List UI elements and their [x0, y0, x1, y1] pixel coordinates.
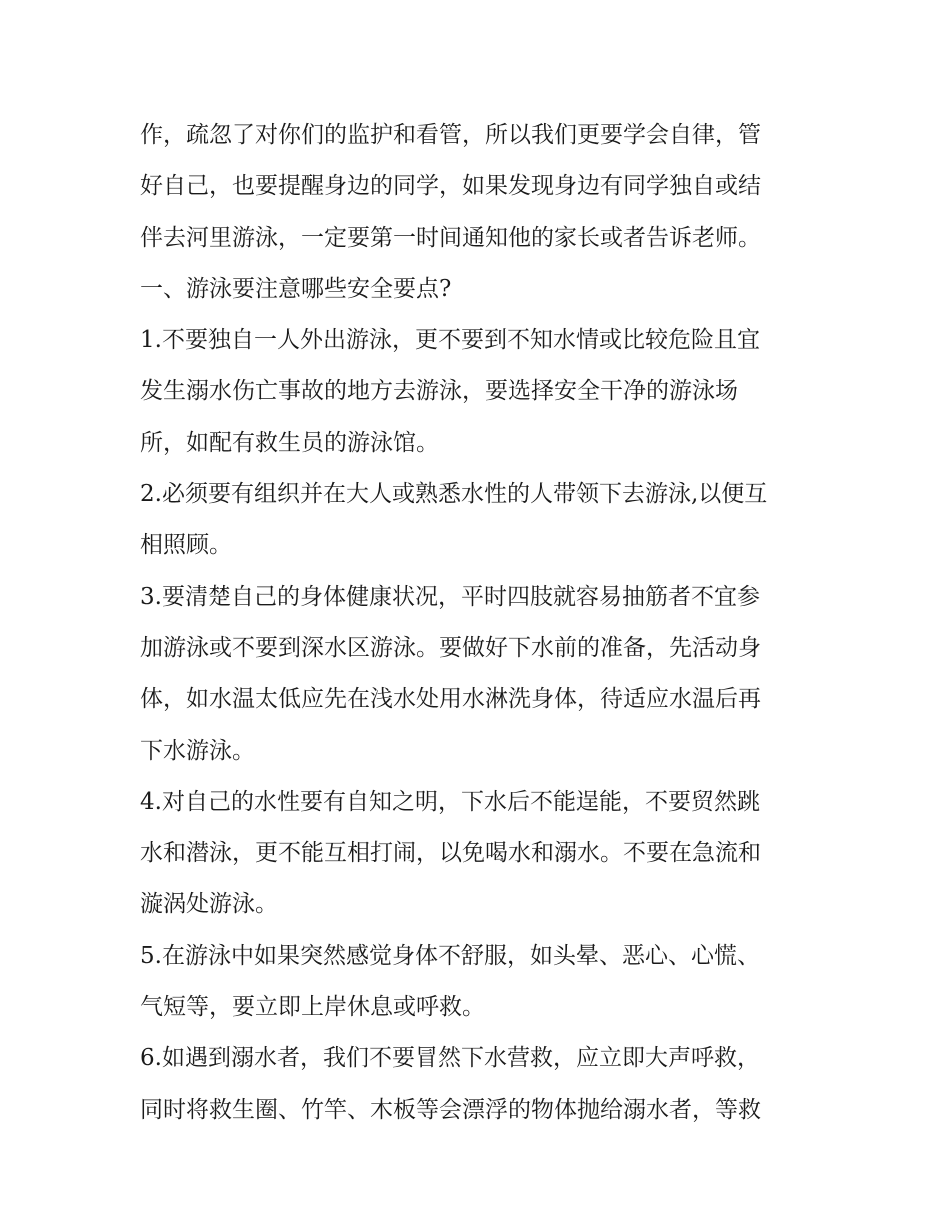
text-line: 漩涡处游泳。	[140, 891, 278, 918]
heading-line: 一、游泳要注意哪些安全要点?	[140, 275, 452, 302]
text-line: 3.要清楚自己的身体健康状况，平时四肢就容易抽筋者不宜参	[140, 583, 760, 610]
text-line: 发生溺水伤亡事故的地方去游泳，要选择安全干净的游泳场	[140, 378, 738, 405]
list-item-3	[140, 572, 820, 777]
text-line: 4.对自己的水性要有自知之明，下水后不能逞能，不要贸然跳	[140, 788, 760, 815]
list-item-4	[140, 777, 820, 931]
list-item-2	[140, 469, 820, 572]
list-item-1	[140, 315, 820, 469]
text-line: 下水游泳。	[140, 737, 255, 764]
text-line: 6.如遇到溺水者，我们不要冒然下水营救，应立即大声呼救，	[140, 1045, 760, 1072]
text-line: 好自己，也要提醒身边的同学，如果发现身边有同学独自或结	[140, 173, 761, 200]
text-line: 水和潜泳，更不能互相打闹，以免喝水和溺水。不要在急流和	[140, 840, 761, 867]
text-line: 相照顾。	[140, 532, 232, 559]
list-item-6	[140, 1033, 820, 1136]
text-line: 伴去河里游泳，一定要第一时间通知他的家长或者告诉老师。	[140, 224, 761, 251]
text-line: 1.不要独自一人外出游泳，更不要到不知水情或比较危险且宜	[140, 327, 760, 354]
document-body	[140, 110, 820, 1136]
text-line: 气短等，要立即上岸休息或呼救。	[140, 994, 485, 1021]
paragraph-intro-continuation	[140, 110, 820, 264]
text-line: 作，疏忽了对你们的监护和看管，所以我们更要学会自律，管	[140, 122, 761, 148]
text-line: 加游泳或不要到深水区游泳。要做好下水前的准备，先活动身	[140, 634, 761, 661]
text-line: 同时将救生圈、竹竿、木板等会漂浮的物体抛给溺水者，等救	[140, 1096, 761, 1123]
text-line: 体，如水温太低应先在浅水处用水淋洗身体，待适应水温后再	[140, 686, 761, 713]
section-heading	[140, 264, 820, 315]
list-item-5	[140, 931, 820, 1034]
text-line: 所，如配有救生员的游泳馆。	[140, 429, 439, 456]
text-line: 2.必须要有组织并在大人或熟悉水性的人带领下去游泳,以便互	[140, 481, 768, 508]
text-line: 5.在游泳中如果突然感觉身体不舒服，如头晕、恶心、心慌、	[140, 942, 760, 969]
